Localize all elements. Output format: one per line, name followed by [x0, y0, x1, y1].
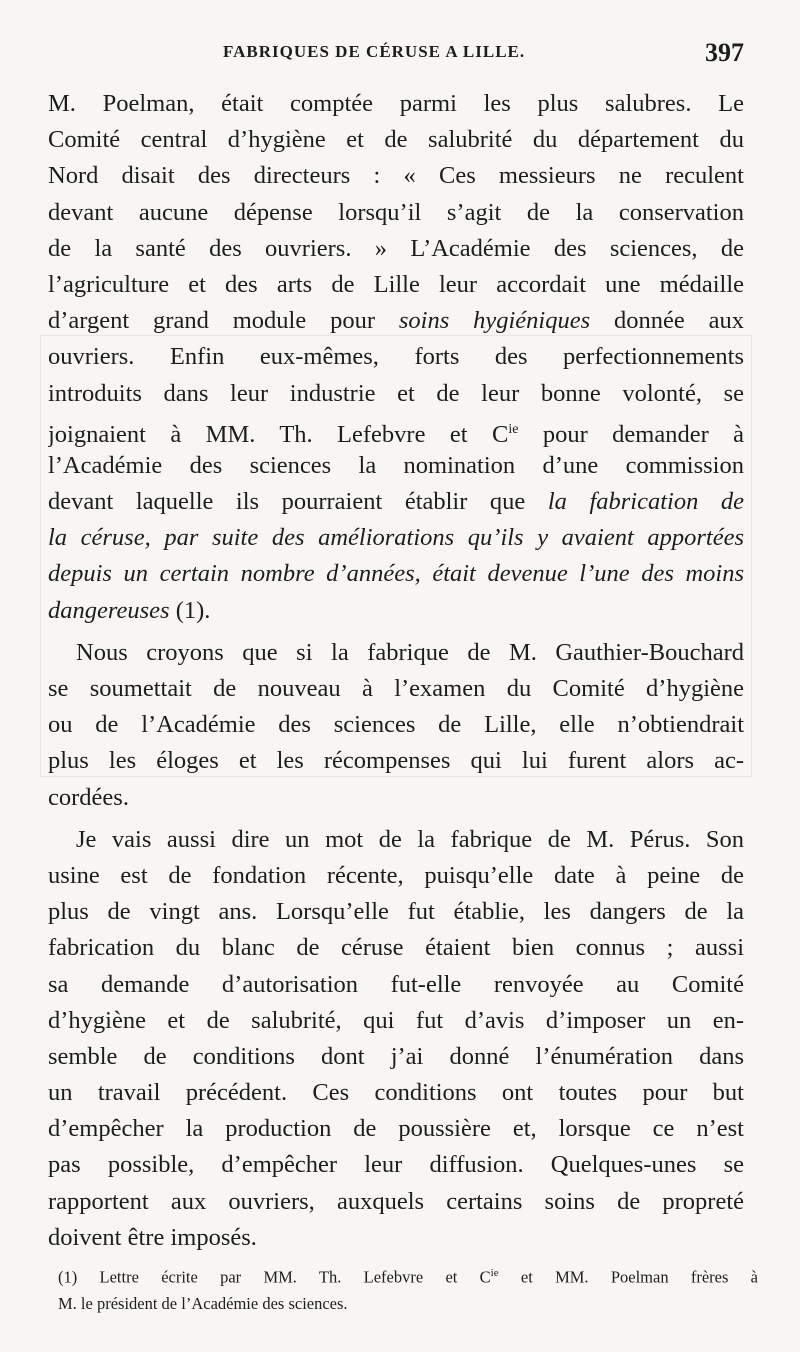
- text-line: devant aucune dépense lorsqu’il s’agit de la conservation: [48, 198, 744, 226]
- text-line: usine est de fondation récente, puisqu’elle date à peine de: [48, 861, 744, 889]
- text-line: la céruse, par suite des améliorations qu’ils y avaient apportées: [48, 524, 744, 552]
- text-line: [48, 303, 744, 339]
- text-line: depuis un certain nombre d’années, était devenue l’une des moins: [48, 560, 744, 588]
- text-line: de la santé des ouvriers. » L’Académie des sciences, de: [48, 234, 744, 262]
- footnote: [58, 1260, 758, 1317]
- text-line: semble de conditions dont j’ai donné l’énumération dans: [48, 1042, 744, 1070]
- text-run: joignaient à MM. Th. Lefebvre et C: [48, 420, 509, 448]
- text-run: d’argent grand module pour: [48, 307, 375, 335]
- text-line: introduits dans leur industrie et de leur bonne volonté, se: [48, 379, 744, 407]
- text-line: Comité central d’hygiène et de salubrité du département du: [48, 126, 744, 154]
- text-line: sa demande d’autorisation fut-elle renvoyée au Comité: [48, 970, 744, 998]
- text-line: [48, 593, 744, 629]
- text-line: fabrication du blanc de céruse étaient bien connus ; aussi: [48, 934, 744, 962]
- running-title: FABRIQUES DE CÉRUSE A LILLE.: [223, 42, 526, 61]
- text-line: M. Poelman, était comptée parmi les plus salubres. Le: [48, 90, 744, 117]
- text-run: pour demander à: [518, 420, 744, 448]
- text-line: d’hygiène et de salubrité, qui fut d’avis d’imposer un en-: [48, 1006, 744, 1034]
- text-line: un travail précédent. Ces conditions ont toutes pour but: [48, 1079, 744, 1107]
- text-line: plus les éloges et les récompenses qui lui furent alors ac-: [48, 747, 744, 775]
- text-line: [48, 484, 744, 520]
- text-line: l’agriculture et des arts de Lille leur accordait une médaille: [48, 270, 744, 298]
- text-line: Je vais aussi dire un mot de la fabrique de M. Pérus. Son: [76, 825, 744, 853]
- text-line: Nous croyons que si la fabrique de M. Gauthier-Bouchard: [76, 638, 744, 666]
- footnote-ref: (1).: [169, 596, 211, 624]
- text-line: pas possible, d’empêcher leur diffusion. Quelques-unes se: [48, 1151, 744, 1179]
- text-line: ou de l’Académie des sciences de Lille, elle n’obtiendrait: [48, 711, 744, 739]
- italic-run: la fabrication de: [547, 488, 744, 516]
- text-line: se soumettait de nouveau à l’examen du Comité d’hygiène: [48, 675, 744, 702]
- text-run: donnée aux: [614, 307, 744, 335]
- text-line: Nord disait des directeurs : « Ces messieurs ne reculent: [48, 162, 744, 190]
- text-run: (1) Lettre écrite par MM. Th. Lefebvre et C: [58, 1267, 491, 1287]
- superscript: ie: [490, 1267, 499, 1279]
- text-line: rapportent aux ouvriers, auxquels certains soins de propreté: [48, 1187, 744, 1215]
- footnote-line: [58, 1260, 758, 1291]
- page-number: 397: [705, 38, 744, 67]
- text-line: ouvriers. Enfin eux-mêmes, forts des perfectionnements: [48, 343, 744, 371]
- italic-run: soins hygiéniques: [398, 307, 591, 335]
- text-run: devant laquelle ils pourraient établir que: [48, 488, 526, 516]
- text-line: d’empêcher la production de poussière et, lorsque ce n’est: [48, 1115, 744, 1143]
- text-line: l’Académie des sciences la nomination d’une commission: [48, 451, 744, 479]
- italic-run: dangereuses: [48, 596, 170, 624]
- footnote-line: M. le président de l’Académie des sciences.: [58, 1293, 348, 1313]
- text-line: [48, 412, 744, 448]
- page-header: [48, 38, 744, 67]
- text-line: doivent être imposés.: [48, 1223, 257, 1251]
- text-line: cordées.: [48, 783, 129, 811]
- text-run: et MM. Poelman frères à: [498, 1267, 759, 1287]
- superscript: ie: [508, 421, 519, 437]
- text-line: plus de vingt ans. Lorsqu’elle fut établie, les dangers de la: [48, 898, 744, 926]
- body-text: [48, 86, 744, 1256]
